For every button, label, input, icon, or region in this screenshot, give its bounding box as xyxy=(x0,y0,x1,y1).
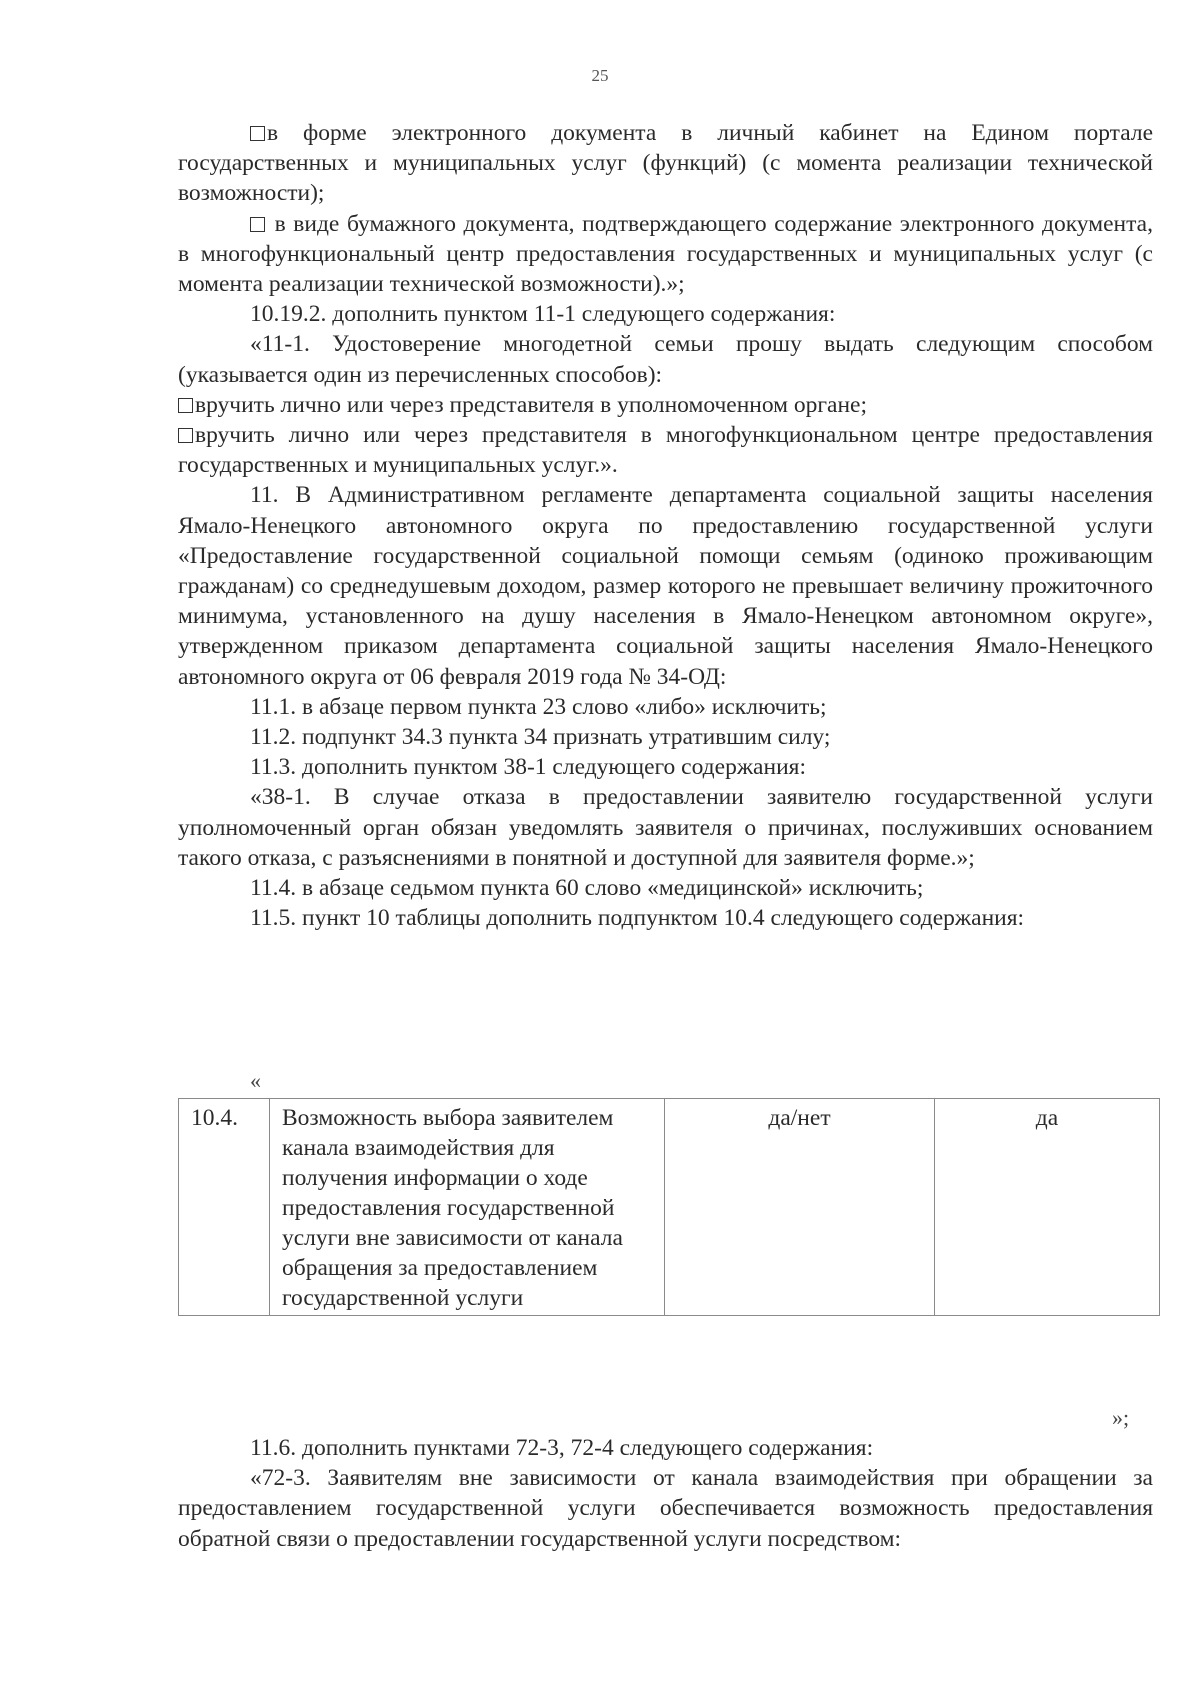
checkbox-icon xyxy=(178,428,193,443)
closing-quote-mark: »; xyxy=(1112,1405,1130,1430)
checkbox-icon xyxy=(178,398,193,413)
text-block-bottom xyxy=(178,1433,1153,1554)
paragraph-portal-delivery: в форме электронного документа в личный кабинет на Едином портале государственных и муниципальных услуг (функций) (с момента реализации технической возможности); xyxy=(178,120,1153,207)
row-value-cell: да xyxy=(935,1099,1160,1316)
amendment-table xyxy=(178,1098,1160,1316)
paragraph-11-3: 11.3. дополнить пунктом 38-1 следующего содержания: xyxy=(250,754,806,781)
paragraph-72-3: «72-3. Заявителям вне зависимости от канала взаимодействия при обращении за предоставлением государственной услуги обеспечивается возможность предоставления обратной связи о предоставлении государственной услуги посредством: xyxy=(178,1465,1153,1552)
paragraph-11-2: 11.2. подпункт 34.3 пункта 34 признать утратившим силу; xyxy=(250,724,831,751)
paragraph-11-regulation: 11. В Административном регламенте департамента социальной защиты населения Ямало-Ненецкого автономного округа по предоставлению государственной услуги «Предоставление государственной социальной помощи семьям (одиноко проживающим гражданам) со среднедушевым доходом, размер которого не превышает величину прожиточного минимума, установленного на душу населения в Ямало-Ненецком автономном округе», утвержденном приказом департамента социальной защиты населения Ямало-Ненецкого автономного округа от 06 февраля 2019 года № 34-ОД: xyxy=(178,482,1153,690)
checkbox-icon xyxy=(250,126,265,141)
paragraph-11-6: 11.6. дополнить пунктами 72-3, 72-4 следующего содержания: xyxy=(250,1435,874,1461)
row-description-cell: Возможность выбора заявителем канала взаимодействия для получения информации о ходе предоставления государственной услуги вне зависимости от канала обращения за предоставлением государственной услуги xyxy=(270,1099,665,1316)
table-row xyxy=(179,1099,1160,1316)
paragraph-11-5: 11.5. пункт 10 таблицы дополнить подпунктом 10.4 следующего содержания: xyxy=(250,905,1025,932)
paragraph-10-19-2: 10.19.2. дополнить пунктом 11-1 следующего содержания: xyxy=(250,301,836,328)
paragraph-paper-delivery: в виде бумажного документа, подтверждающего содержание электронного документа, в многофункциональный центр предоставления государственных и муниципальных услуг (с момента реализации технической возможности).»; xyxy=(178,210,1153,298)
paragraph-11-4: 11.4. в абзаце седьмом пункта 60 слово «медицинской» исключить; xyxy=(250,875,924,902)
opening-quote-mark: « xyxy=(250,1068,261,1093)
text-block-top xyxy=(178,118,1153,933)
paragraph-11-1-certificate: «11-1. Удостоверение многодетной семьи прошу выдать следующим способом (указывается один из перечисленных способов): xyxy=(178,331,1153,388)
paragraph-option-mfc: вручить лично или через представителя в многофункциональном центре предоставления государственных и муниципальных услуг.». xyxy=(178,422,1153,479)
row-number-cell: 10.4. xyxy=(179,1099,270,1316)
paragraph-option-authority: вручить лично или через представителя в уполномоченном органе; xyxy=(178,390,1153,420)
paragraph-38-1: «38-1. В случае отказа в предоставлении заявителю государственной услуги уполномоченный орган обязан уведомлять заявителя о причинах, послуживших основанием такого отказа, с разъяснениями в понятной и доступной для заявителя форме.»; xyxy=(178,784,1153,871)
page-number: 25 xyxy=(591,66,609,85)
paragraph-11-1: 11.1. в абзаце первом пункта 23 слово «либо» исключить; xyxy=(250,693,827,720)
row-unit-cell: да/нет xyxy=(665,1099,935,1316)
checkbox-icon xyxy=(250,217,265,232)
